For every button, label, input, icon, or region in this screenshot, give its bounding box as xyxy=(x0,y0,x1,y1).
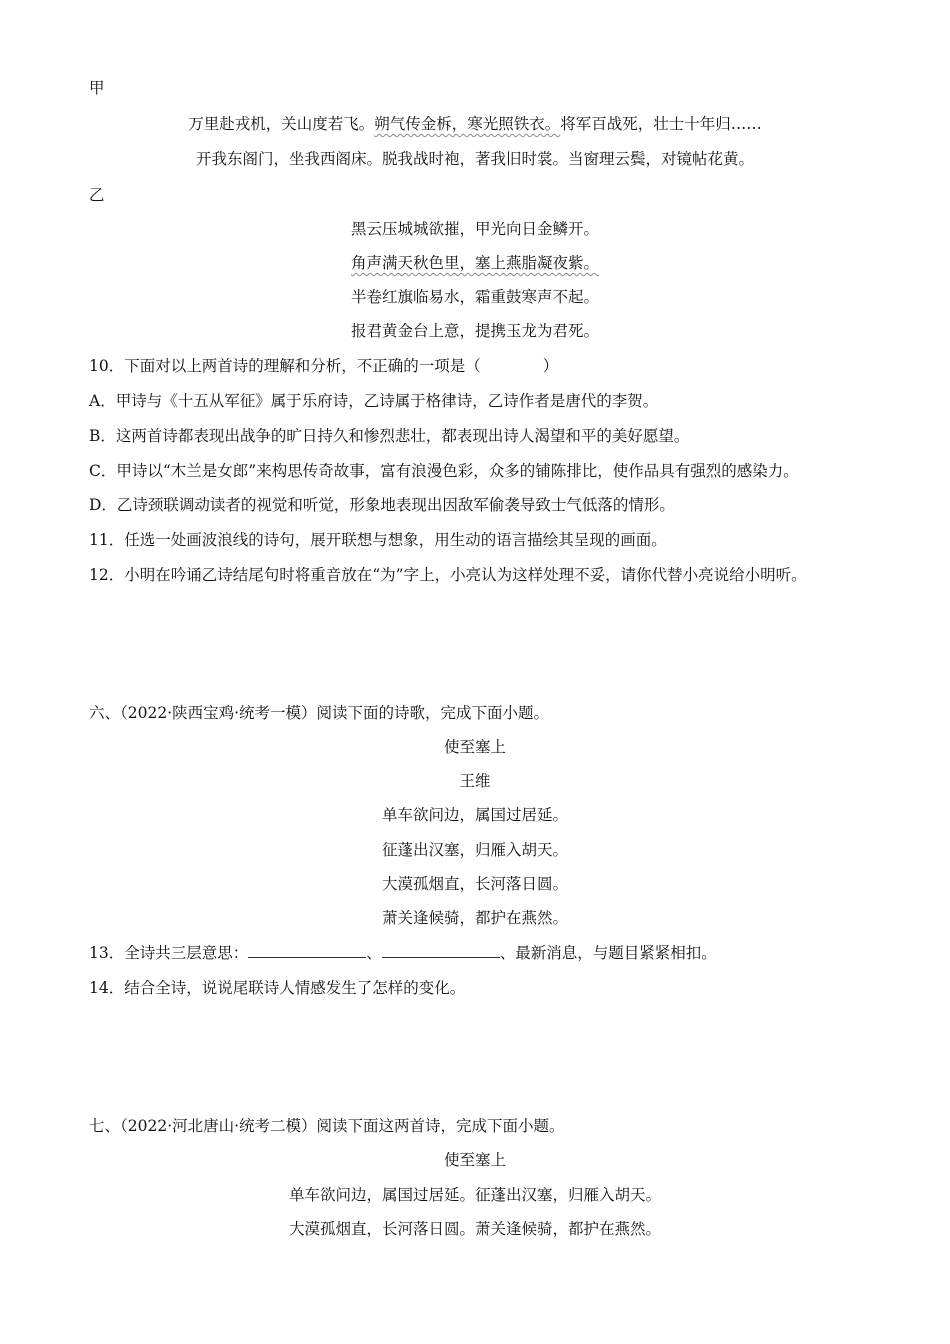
poem-jia-line-1-a: 万里赴戎机，关山度若飞。 xyxy=(188,115,375,133)
section7-poem-line-2: 大漠孤烟直，长河落日圆。萧关逢候骑，都护在燕然。 xyxy=(288,1220,661,1238)
section6-heading: 六、（2022·陕西宝鸡·统考一模）阅读下面的诗歌，完成下面小题。 xyxy=(89,704,550,722)
poem-jia-wavy-line: 朔气传金柝，寒光照铁衣。 xyxy=(374,115,561,133)
poem-jia-line-1 xyxy=(0,114,950,134)
section7-poem-line-1: 单车欲问边，属国过居延。征蓬出汉塞，归雁入胡天。 xyxy=(288,1186,661,1204)
poem-jia-line-1-c: 将军百战死，壮士十年归…… xyxy=(560,115,762,133)
poem-yi-wavy-line: 角声满天秋色里，塞上燕脂凝夜紫。 xyxy=(350,254,599,272)
section6-poem-line-1: 单车欲问边，属国过居延。 xyxy=(381,806,568,824)
poem-yi-label: 乙 xyxy=(89,186,105,204)
q13-blank-1[interactable] xyxy=(248,943,366,958)
q12: 12．小明在吟诵乙诗结尾句时将重音放在“为”字上，小亮认为这样处理不妥，请你代替小亮说给小明听。 xyxy=(89,566,807,584)
q10-option-c: C．甲诗以“木兰是女郎”来构思传奇故事，富有浪漫色彩，众多的铺陈排比，使作品具有强烈的感染力。 xyxy=(89,462,799,480)
section6-poem-line-4: 萧关逢候骑，都护在燕然。 xyxy=(381,909,568,927)
poem-jia-label: 甲 xyxy=(89,79,105,97)
poem-yi-line-2 xyxy=(0,253,950,273)
q13-blank-2[interactable] xyxy=(382,943,500,958)
q13-suffix: 、最新消息，与题目紧紧相扣。 xyxy=(499,944,717,962)
q13-separator: 、 xyxy=(366,944,382,962)
section6-poem-author: 王维 xyxy=(459,772,491,790)
section7-poem-title: 使至塞上 xyxy=(443,1151,506,1169)
poem-yi-line-4: 报君黄金台上意，提携玉龙为君死。 xyxy=(350,322,599,340)
poem-jia-line-2: 开我东阁门，坐我西阁床。脱我战时袍，著我旧时裳。当窗理云鬓，对镜帖花黄。 xyxy=(195,150,754,168)
poem-yi-line-1: 黑云压城城欲摧，甲光向日金鳞开。 xyxy=(350,220,599,238)
q10-option-a: A．甲诗与《十五从军征》属于乐府诗，乙诗属于格律诗，乙诗作者是唐代的李贺。 xyxy=(89,392,659,410)
q13-prefix: 13．全诗共三层意思： xyxy=(89,944,249,962)
q10-stem: 10．下面对以上两首诗的理解和分析，不正确的一项是（ ） xyxy=(89,357,559,375)
q10-option-d: D．乙诗颈联调动读者的视觉和听觉，形象地表现出因敌军偷袭导致士气低落的情形。 xyxy=(89,496,675,514)
section6-poem-title: 使至塞上 xyxy=(443,738,506,756)
section7-heading: 七、（2022·河北唐山·统考二模）阅读下面这两首诗，完成下面小题。 xyxy=(89,1117,565,1135)
section6-poem-line-3: 大漠孤烟直，长河落日圆。 xyxy=(381,875,568,893)
poem-yi-line-3: 半卷红旗临易水，霜重鼓寒声不起。 xyxy=(350,288,599,306)
q11: 11．任选一处画波浪线的诗句，展开联想与想象，用生动的语言描绘其呈现的画面。 xyxy=(89,531,667,549)
q14: 14．结合全诗，说说尾联诗人情感发生了怎样的变化。 xyxy=(89,979,466,997)
q13 xyxy=(89,943,717,963)
section6-poem-line-2: 征蓬出汉塞，归雁入胡天。 xyxy=(381,841,568,859)
q10-option-b: B．这两首诗都表现出战争的旷日持久和惨烈悲壮，都表现出诗人渴望和平的美好愿望。 xyxy=(89,427,690,445)
